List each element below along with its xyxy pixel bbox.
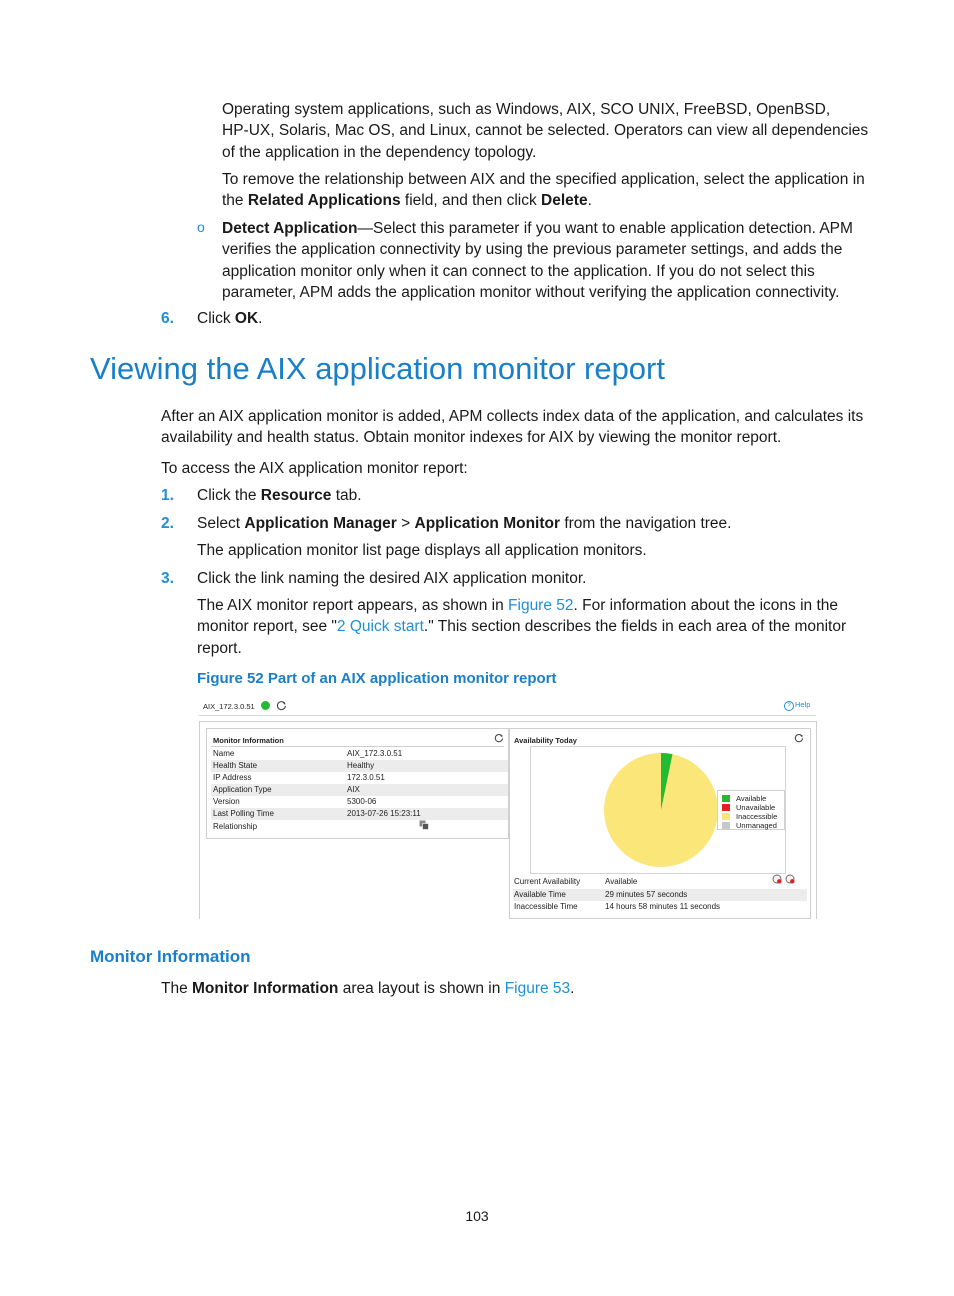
- para1-line3: of the application in the dependency topology.: [222, 143, 537, 161]
- figure52-link[interactable]: Figure 52: [508, 597, 574, 614]
- step2-text: [197, 513, 731, 534]
- availability-row: [513, 889, 807, 901]
- row-label: Current Availability: [514, 877, 581, 886]
- row-label: Name: [213, 749, 235, 758]
- row-label: Version: [213, 797, 240, 806]
- monitor-info-header: Monitor Information: [213, 736, 284, 745]
- bullet-line1: [222, 218, 882, 239]
- application-monitor-term: Application Monitor: [414, 515, 561, 532]
- para1-line2: HP-UX, Solaris, Mac OS, and Linux, cannot be selected. Operators can view all dependencies: [222, 122, 869, 140]
- step3-number: 3.: [161, 570, 174, 587]
- help-label: Help: [795, 700, 811, 709]
- row-value: AIX: [347, 785, 360, 794]
- step3-text: Click the link naming the desired AIX application monitor.: [197, 570, 587, 587]
- availability-panel: [509, 728, 811, 919]
- availability-row: [513, 901, 807, 913]
- text: monitor report, see ": [197, 618, 337, 636]
- legend-item-unavailable: [722, 803, 784, 812]
- row-value: 5300-06: [347, 797, 377, 806]
- legend-label: Available: [736, 794, 767, 803]
- bullet-line2: verifies the application connectivity by using the previous parameter settings, and adds the: [222, 241, 843, 259]
- step3-note-line3: report.: [197, 639, 242, 657]
- legend-item-available: [722, 794, 784, 803]
- info-row: [211, 784, 508, 796]
- refresh-icon[interactable]: [494, 733, 504, 743]
- availability-pie-chart: [601, 750, 721, 870]
- step1-number: 1.: [161, 487, 174, 504]
- info-row: [211, 772, 508, 784]
- header-divider: [211, 746, 504, 747]
- intro-line1: After an AIX application monitor is added, APM collects index data of the application, and calculates its: [161, 408, 864, 425]
- monitor-title: AIX_172.3.0.51: [203, 702, 255, 711]
- pie-legend: [717, 790, 785, 830]
- text: .: [587, 192, 592, 210]
- bullet-line4: parameter, APM adds the application monitor without verifying the application connectivity.: [222, 283, 840, 301]
- para1-line1: Operating system applications, such as Windows, AIX, SCO UNIX, FreeBSD, OpenBSD,: [222, 101, 831, 118]
- legend-item-inaccessible: [722, 812, 784, 821]
- legend-label: Unavailable: [736, 803, 776, 812]
- detect-application-term: Detect Application: [222, 220, 358, 237]
- text: The: [161, 980, 193, 997]
- text: area layout is shown in: [338, 980, 505, 997]
- relationship-topology-icon[interactable]: [419, 820, 429, 830]
- refresh-icon[interactable]: [276, 700, 287, 711]
- row-value: Healthy: [347, 761, 375, 770]
- alarm-icon[interactable]: [772, 874, 782, 884]
- help-link[interactable]: [784, 700, 810, 711]
- step3-note: [197, 595, 877, 659]
- info-row: [211, 760, 508, 772]
- text: >: [396, 515, 415, 532]
- row-label: Last Polling Time: [213, 809, 274, 818]
- row-label: Relationship: [213, 822, 258, 831]
- row-label: IP Address: [213, 773, 252, 782]
- text: from the navigation tree.: [560, 515, 732, 532]
- page-number: 103: [465, 1208, 489, 1224]
- step2-number: 2.: [161, 515, 174, 532]
- legend-label: Inaccessible: [736, 812, 778, 821]
- step1-text: [197, 485, 362, 506]
- application-manager-term: Application Manager: [244, 515, 397, 532]
- legend-item-unmanaged: [722, 821, 784, 830]
- text: field, and then click: [400, 192, 542, 210]
- row-label: Inaccessible Time: [514, 902, 578, 911]
- monitor-information-text: [161, 978, 574, 999]
- availability-row: [513, 876, 807, 888]
- detect-application-paragraph: [222, 218, 882, 303]
- step6-number: 6.: [161, 310, 174, 327]
- alarm-settings-icon[interactable]: [785, 874, 795, 884]
- legend-swatch: [722, 795, 730, 802]
- section-heading: Viewing the AIX application monitor report: [90, 351, 665, 386]
- text: The AIX monitor report appears, as shown in: [197, 597, 509, 614]
- legend-swatch: [722, 804, 730, 811]
- availability-header: Availability Today: [514, 736, 577, 745]
- info-row: [211, 748, 508, 760]
- row-label: Application Type: [213, 785, 272, 794]
- intro-paragraph: [161, 406, 881, 449]
- row-value: 29 minutes 57 seconds: [605, 890, 688, 899]
- refresh-icon[interactable]: [794, 733, 804, 743]
- status-ok-icon: [261, 701, 270, 710]
- related-applications-term: Related Applications: [247, 192, 401, 210]
- figure-caption: Figure 52 Part of an AIX application monitor report: [197, 670, 557, 687]
- text: Click the: [197, 487, 261, 504]
- text: ." This section describes the fields in each area of the monitor: [423, 618, 847, 636]
- step3-note-line1: [197, 595, 877, 616]
- text: tab.: [331, 487, 362, 504]
- info-row: [211, 808, 508, 820]
- text: Select: [197, 515, 245, 532]
- row-label: Available Time: [514, 890, 566, 899]
- monitor-information-term: Monitor Information: [192, 980, 339, 997]
- step3-note-line2: [197, 616, 877, 637]
- row-value: Available: [605, 877, 638, 886]
- text: .: [258, 310, 263, 327]
- resource-term: Resource: [260, 487, 332, 504]
- quick-start-link[interactable]: 2 Quick start: [336, 618, 424, 636]
- delete-term: Delete: [541, 192, 588, 210]
- row-value: 14 hours 58 minutes 11 seconds: [605, 902, 721, 911]
- step2-note: The application monitor list page displays all application monitors.: [197, 542, 647, 559]
- monitor-report-screenshot: [199, 697, 816, 918]
- monitor-information-heading: Monitor Information: [90, 947, 251, 966]
- text: .: [570, 980, 575, 997]
- help-icon: ?: [784, 701, 794, 711]
- figure53-link[interactable]: Figure 53: [504, 980, 571, 997]
- row-value: 2013-07-26 15:23:11: [347, 809, 421, 818]
- intro-line2: availability and health status. Obtain monitor indexes for AIX by viewing the monitor report.: [161, 429, 782, 447]
- ok-term: OK: [234, 310, 259, 327]
- row-value: AIX_172.3.0.51: [347, 749, 403, 758]
- info-row: [211, 796, 508, 808]
- legend-label: Unmanaged: [736, 821, 777, 830]
- pie-chart-frame: [530, 746, 786, 874]
- remove-relationship-paragraph: [222, 169, 882, 212]
- row-value: 172.3.0.51: [347, 773, 385, 782]
- legend-swatch: [722, 813, 730, 820]
- row-label: Health State: [213, 761, 258, 770]
- text: the: [222, 192, 248, 210]
- para2-line2: [222, 190, 882, 211]
- access-text: To access the AIX application monitor report:: [161, 460, 468, 477]
- bullet-marker: o: [197, 219, 205, 235]
- info-row: [211, 821, 508, 833]
- text: —Select this parameter if you want to enable application detection. APM: [357, 220, 853, 237]
- os-apps-paragraph: [222, 99, 882, 163]
- monitor-info-panel: [206, 728, 509, 839]
- bullet-line3: application monitor only when it can connect to the application. If you do not select this: [222, 262, 815, 280]
- top-divider: [199, 715, 816, 716]
- text: . For information about the icons in the: [573, 597, 839, 614]
- para2-line1: To remove the relationship between AIX and the specified application, select the application in: [222, 171, 865, 188]
- step6-text: [197, 308, 262, 329]
- text: Click: [197, 310, 235, 327]
- legend-swatch: [722, 822, 730, 829]
